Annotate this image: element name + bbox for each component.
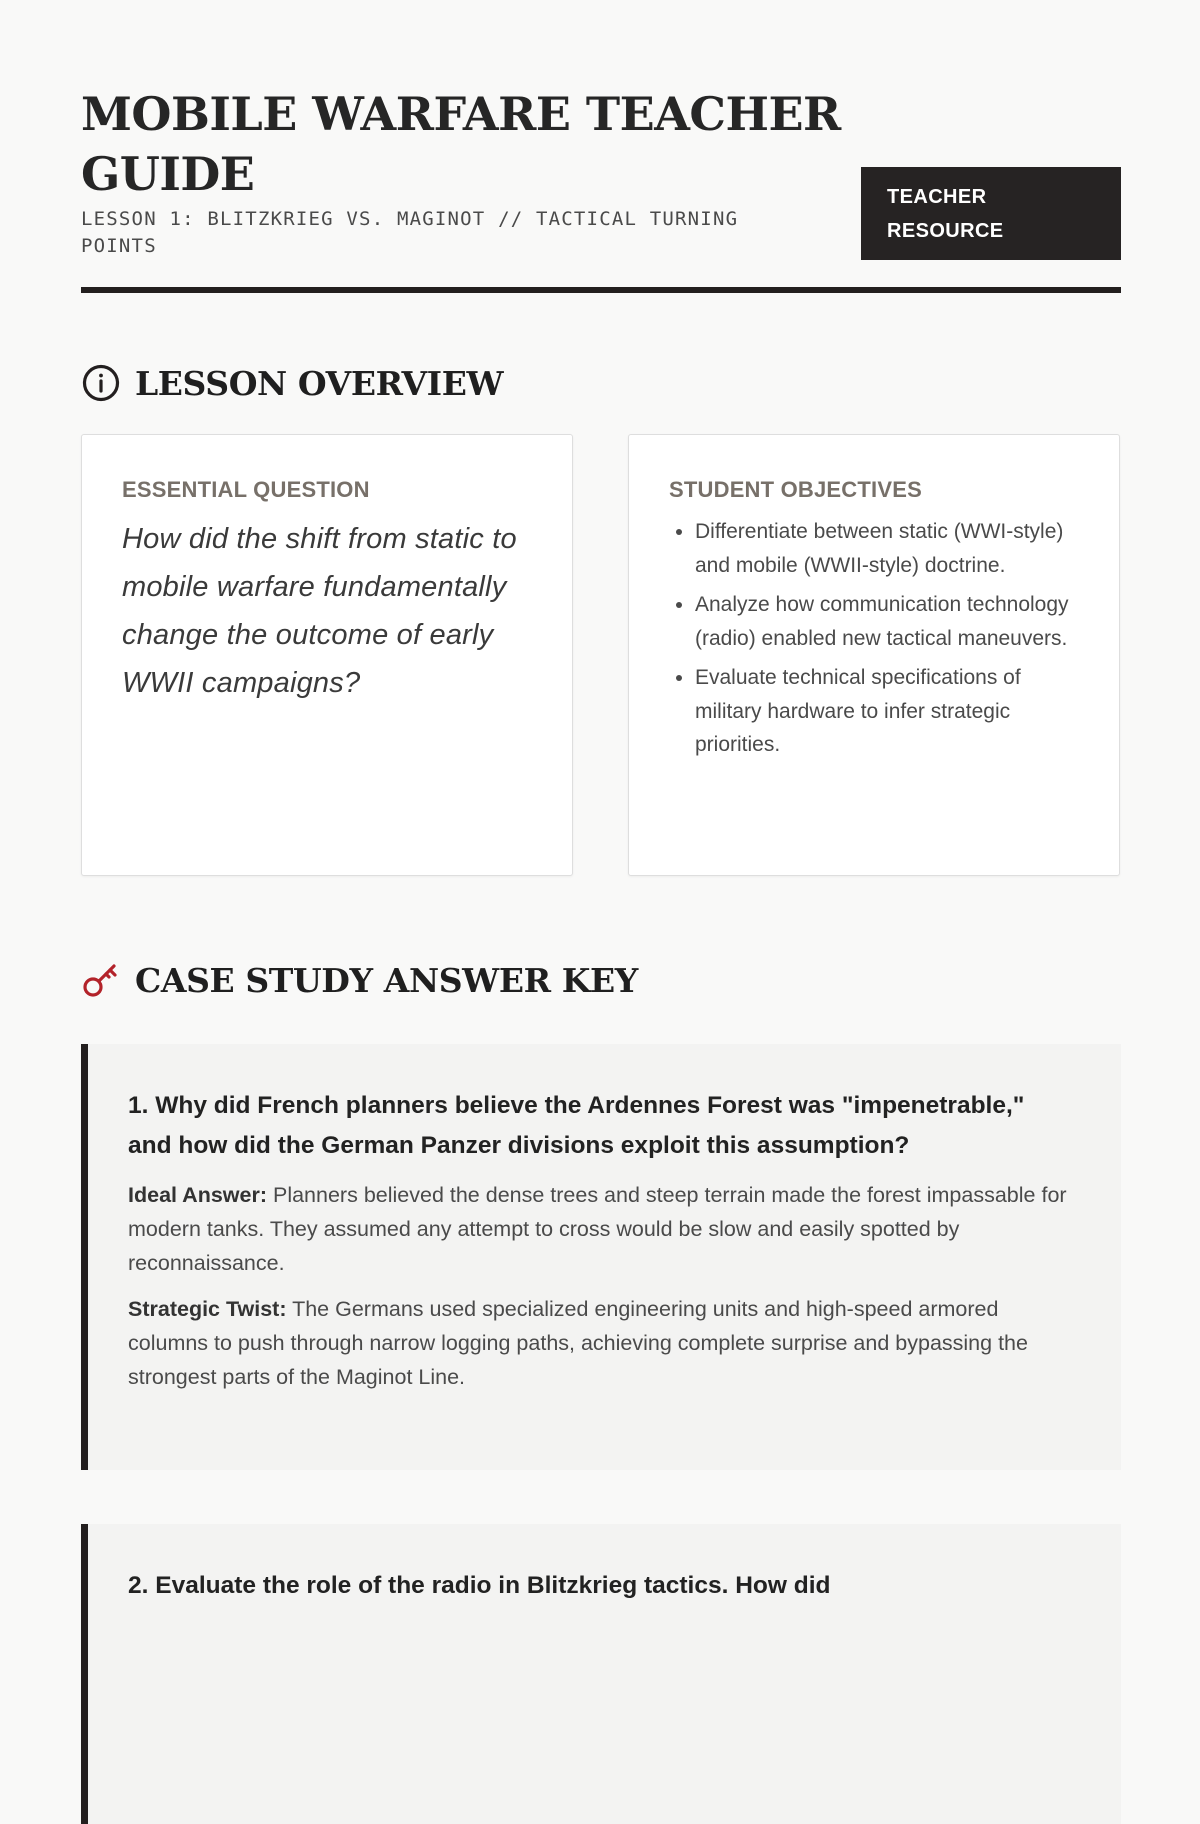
strategic-twist-label: Strategic Twist: xyxy=(128,1297,287,1321)
answer-key-item xyxy=(81,1044,1121,1470)
header-divider xyxy=(81,287,1121,293)
case-question: 2. Evaluate the role of the radio in Blitzkrieg tactics. How did xyxy=(128,1572,831,1599)
objective-item: • Evaluate technical specifications of military hardware to infer strategic priorities. xyxy=(695,661,1083,762)
ideal-answer-text: Planners believed the dense trees and steep terrain made the forest impassable for modern tanks. They assumed any attempt to cross would be slow and easily spotted by reconnaissance. xyxy=(128,1183,1067,1275)
objective-item: • Analyze how communication technology (radio) enabled new tactical maneuvers. xyxy=(695,588,1083,655)
student-objectives-label: STUDENT OBJECTIVES xyxy=(669,477,922,502)
lesson-overview-heading xyxy=(81,363,503,403)
section-title-answer-key: CASE STUDY ANSWER KEY xyxy=(135,960,638,1000)
objectives-list xyxy=(669,515,1083,762)
lesson-subtitle: LESSON 1: BLITZKRIEG VS. MAGINOT // TACTICAL TURNING POINTS xyxy=(81,208,739,257)
ideal-answer xyxy=(128,1178,1073,1280)
strategic-twist xyxy=(128,1292,1073,1394)
case-question: 1. Why did French planners believe the Ardennes Forest was "impenetrable," and how did the German Panzer divisions exploit this assumption? xyxy=(128,1092,1025,1159)
info-icon xyxy=(81,363,121,403)
essential-question-text: How did the shift from static to mobile warfare fundamentally change the outcome of early WWII campaigns? xyxy=(122,523,517,699)
key-icon xyxy=(81,960,121,1000)
essential-question-label: ESSENTIAL QUESTION xyxy=(122,477,370,502)
essential-question-card xyxy=(81,434,573,876)
strategic-twist-text: The Germans used specialized engineering units and high-speed armored columns to push through narrow logging paths, achieving complete surprise and bypassing the strongest parts of the Maginot Line. xyxy=(128,1297,1028,1389)
teacher-resource-badge: TEACHER RESOURCE xyxy=(861,167,1121,260)
ideal-answer-label: Ideal Answer: xyxy=(128,1183,267,1207)
objective-item: • Differentiate between static (WWI-style) and mobile (WWII-style) doctrine. xyxy=(695,515,1083,582)
page-title: MOBILE WARFARE TEACHER GUIDE xyxy=(81,87,841,201)
answer-key-item xyxy=(81,1524,1121,1824)
section-title-overview: LESSON OVERVIEW xyxy=(135,363,504,403)
case-study-heading xyxy=(81,960,638,1000)
page-header xyxy=(81,84,1121,294)
student-objectives-card xyxy=(628,434,1120,876)
